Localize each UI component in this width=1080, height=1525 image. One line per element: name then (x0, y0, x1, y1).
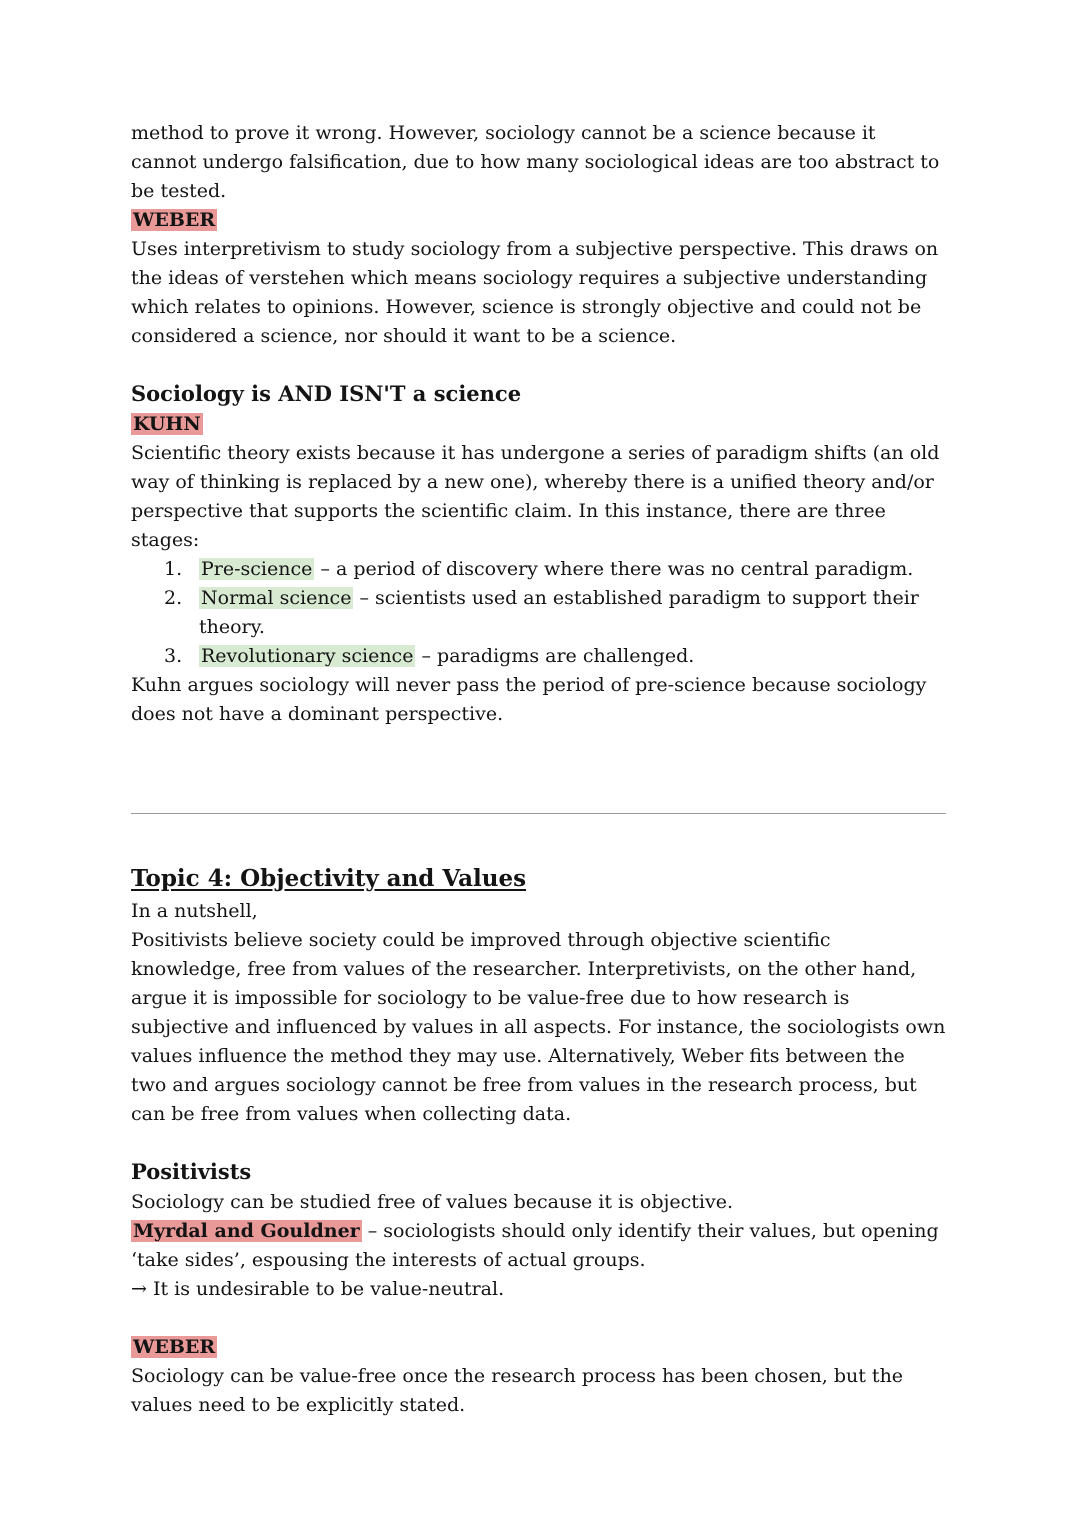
myrdal-gouldner-highlight-label: Myrdal and Gouldner (133, 1220, 360, 1242)
stage-description: – scientists used an established paradigm to support their theory. (199, 587, 919, 638)
heading-topic-4 (131, 861, 946, 897)
paragraph-weber-value-free: Sociology can be value-free once the research process has been chosen, but the values need to be explicitly stated. (131, 1365, 904, 1416)
weber-label-line-1 (131, 206, 946, 235)
stage-term-highlight: Pre-science (201, 558, 313, 580)
weber-highlight-label: WEBER (133, 1336, 216, 1358)
list-item-number: 1. (164, 558, 183, 580)
heading-positivists: Positivists (131, 1159, 252, 1184)
stage-description: – paradigms are challenged. (415, 645, 695, 667)
list-item-text (199, 584, 946, 642)
stage-term-highlight: Revolutionary science (201, 645, 414, 667)
paragraph-weber-interpretivism: Uses interpretivism to study sociology from a subjective perspective. This draws on the ideas of verstehen which means sociology requires a subjective understanding which relates to opinions. However, science is strongly objective and could not be considered a science, nor should it want to be a science. (131, 238, 939, 347)
stage-term-highlight: Normal science (201, 587, 352, 609)
myrdal-gouldner-text: – sociologists should only identify their values, but opening ‘take sides’, espousing the interests of actual groups. (131, 1220, 939, 1271)
weber-label-line-2 (131, 1333, 946, 1362)
weber-highlight-label: WEBER (133, 209, 216, 231)
paragraph-nutshell: Positivists believe society could be improved through objective scientific knowledge, free from values of the researcher. Interpretivists, on the other hand, argue it is impossible for sociology to be value-free due to how research is subjective and influenced by values in all aspects. For instance, the sociologists own values influence the method they may use. Alternatively, Weber fits between the two and argues sociology cannot be free from values in the research process, but can be free from values when collecting data. (131, 929, 946, 1125)
paragraph-falsification: method to prove it wrong. However, sociology cannot be a science because it cannot undergo falsification, due to how many sociological ideas are too abstract to be tested. (131, 122, 940, 202)
kuhn-highlight-label: KUHN (133, 413, 201, 435)
heading-sociology-is-and-isnt: Sociology is AND ISN'T a science (131, 381, 522, 406)
list-item (131, 584, 946, 642)
heading-topic-4-text: Topic 4: Objectivity and Values (131, 865, 527, 892)
stages-list (131, 555, 946, 671)
paragraph-positivists-line1: Sociology can be studied free of values because it is objective. (131, 1191, 733, 1213)
list-item-text (199, 555, 946, 584)
paragraph-myrdal-gouldner (131, 1217, 946, 1275)
list-item-number: 3. (164, 645, 183, 667)
paragraph-kuhn-paradigms: Scientific theory exists because it has undergone a series of paradigm shifts (an old way of thinking is replaced by a new one), whereby there is a unified theory and/or perspective that supports the scientific claim. In this instance, there are three stages: (131, 442, 940, 551)
nutshell-intro-line: In a nutshell, (131, 900, 258, 922)
list-item (131, 642, 946, 671)
list-item (131, 555, 946, 584)
paragraph-kuhn-conclusion: Kuhn argues sociology will never pass the period of pre-science because sociology does not have a dominant perspective. (131, 674, 927, 725)
list-item-text (199, 642, 946, 671)
section-divider (131, 813, 946, 814)
stage-description: – a period of discovery where there was no central paradigm. (314, 558, 914, 580)
kuhn-label-line (131, 410, 946, 439)
list-item-number: 2. (164, 587, 183, 609)
arrow-note-line: → It is undesirable to be value-neutral. (131, 1278, 505, 1300)
